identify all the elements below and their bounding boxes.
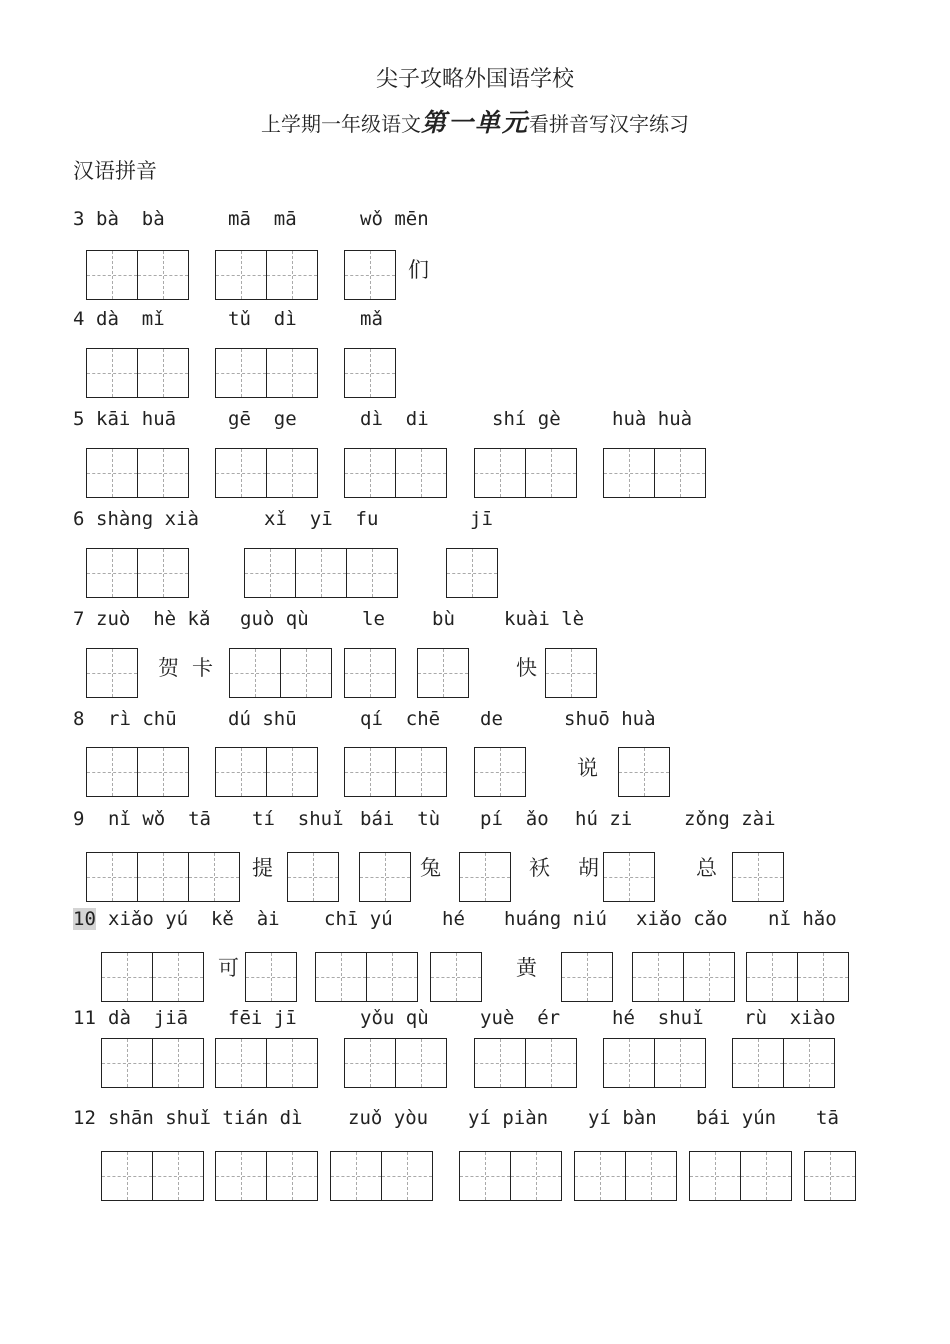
given-character: 卡 bbox=[192, 656, 213, 680]
tianzige-cell[interactable] bbox=[87, 349, 137, 397]
tianzige-cell[interactable] bbox=[230, 649, 280, 697]
tianzige-cell[interactable] bbox=[395, 449, 446, 497]
tianzige-cell[interactable] bbox=[619, 748, 669, 796]
tianzige-cell[interactable] bbox=[345, 349, 395, 397]
pinyin-word: hú zi bbox=[575, 808, 633, 830]
tianzige-cell[interactable] bbox=[152, 1039, 203, 1087]
question-number: 9 bbox=[73, 808, 85, 830]
writing-grid[interactable] bbox=[344, 250, 396, 300]
writing-grid[interactable] bbox=[215, 1151, 318, 1201]
given-character: 袄 bbox=[529, 856, 550, 880]
tianzige-cell[interactable] bbox=[525, 449, 576, 497]
pinyin-word: mǎ bbox=[360, 308, 383, 330]
tianzige-cell[interactable] bbox=[345, 251, 395, 299]
pinyin-line bbox=[73, 1007, 836, 1029]
tianzige-cell[interactable] bbox=[460, 1152, 510, 1200]
question-number: 3 bbox=[73, 208, 85, 230]
writing-grid[interactable] bbox=[344, 1038, 447, 1088]
tianzige-cell[interactable] bbox=[604, 449, 654, 497]
given-character: 黄 bbox=[516, 956, 537, 980]
question-number: 4 bbox=[73, 308, 85, 330]
writing-grid[interactable] bbox=[101, 1151, 204, 1201]
tianzige-cell[interactable] bbox=[331, 1152, 381, 1200]
pinyin-line bbox=[73, 608, 585, 630]
tianzige-cell[interactable] bbox=[525, 1039, 576, 1087]
tianzige-cell[interactable] bbox=[280, 649, 331, 697]
tianzige-cell[interactable] bbox=[418, 649, 468, 697]
writing-grid[interactable] bbox=[244, 548, 398, 598]
tianzige-cell[interactable] bbox=[633, 953, 683, 1001]
writing-grid[interactable] bbox=[459, 1151, 562, 1201]
tianzige-cell[interactable] bbox=[266, 349, 317, 397]
pinyin-word: huà huà bbox=[612, 408, 693, 430]
section-title: 汉语拼音 bbox=[73, 159, 157, 183]
tianzige-cell[interactable] bbox=[316, 953, 366, 1001]
writing-grid[interactable] bbox=[746, 952, 849, 1002]
writing-grid[interactable] bbox=[603, 1038, 706, 1088]
tianzige-cell[interactable] bbox=[87, 853, 137, 901]
pinyin-word: kuài lè bbox=[504, 608, 585, 630]
tianzige-cell[interactable] bbox=[266, 1152, 317, 1200]
given-character: 可 bbox=[218, 956, 239, 980]
pinyin-word: kāi huā bbox=[96, 408, 177, 430]
tianzige-cell[interactable] bbox=[346, 549, 397, 597]
writing-grid[interactable] bbox=[344, 448, 447, 498]
pinyin-word: jī bbox=[470, 508, 493, 530]
writing-grid[interactable] bbox=[474, 747, 526, 797]
pinyin-word: dì di bbox=[360, 408, 429, 430]
tianzige-cell[interactable] bbox=[475, 748, 525, 796]
tianzige-cell[interactable] bbox=[87, 649, 137, 697]
tianzige-cell[interactable] bbox=[216, 1152, 266, 1200]
tianzige-cell[interactable] bbox=[137, 349, 188, 397]
question-number: 7 bbox=[73, 608, 85, 630]
question-number: 8 bbox=[73, 708, 85, 730]
tianzige-cell[interactable] bbox=[654, 449, 705, 497]
writing-grid[interactable] bbox=[215, 348, 318, 398]
writing-grid[interactable] bbox=[86, 250, 189, 300]
pinyin-word: nǐ wǒ tā bbox=[108, 808, 211, 830]
writing-grid[interactable] bbox=[344, 348, 396, 398]
pinyin-line bbox=[73, 408, 693, 430]
writing-grid[interactable] bbox=[430, 952, 482, 1002]
writing-grid[interactable] bbox=[315, 952, 418, 1002]
tianzige-cell[interactable] bbox=[137, 549, 188, 597]
tianzige-cell[interactable] bbox=[783, 1039, 834, 1087]
writing-grid[interactable] bbox=[574, 1151, 677, 1201]
writing-grid[interactable] bbox=[359, 852, 411, 902]
writing-grid[interactable] bbox=[732, 852, 784, 902]
pinyin-word: dà jiā bbox=[108, 1007, 189, 1029]
tianzige-cell[interactable] bbox=[137, 853, 188, 901]
tianzige-cell[interactable] bbox=[733, 853, 783, 901]
given-character: 快 bbox=[516, 656, 537, 680]
tianzige-cell[interactable] bbox=[460, 853, 510, 901]
tianzige-cell[interactable] bbox=[137, 449, 188, 497]
pinyin-line bbox=[73, 308, 383, 330]
pinyin-word: yí bàn bbox=[588, 1107, 657, 1129]
writing-grid[interactable] bbox=[215, 747, 318, 797]
subtitle-suffix: 看拼音写汉字练习 bbox=[529, 112, 689, 136]
tianzige-cell[interactable] bbox=[216, 748, 266, 796]
tianzige-cell[interactable] bbox=[137, 748, 188, 796]
writing-grid[interactable] bbox=[446, 548, 498, 598]
tianzige-cell[interactable] bbox=[510, 1152, 561, 1200]
tianzige-cell[interactable] bbox=[345, 748, 395, 796]
writing-grid[interactable] bbox=[101, 1038, 204, 1088]
pinyin-word: xiǎo cǎo bbox=[636, 908, 728, 930]
tianzige-cell[interactable] bbox=[475, 449, 525, 497]
pinyin-word: bù bbox=[432, 608, 455, 630]
writing-grid[interactable] bbox=[618, 747, 670, 797]
tianzige-cell[interactable] bbox=[345, 449, 395, 497]
tianzige-cell[interactable] bbox=[152, 1152, 203, 1200]
tianzige-cell[interactable] bbox=[266, 449, 317, 497]
pinyin-word: qí chē bbox=[360, 708, 441, 730]
writing-grid[interactable] bbox=[86, 448, 189, 498]
writing-grid[interactable] bbox=[86, 548, 189, 598]
tianzige-cell[interactable] bbox=[381, 1152, 432, 1200]
pinyin-line bbox=[73, 908, 837, 930]
tianzige-cell[interactable] bbox=[733, 1039, 783, 1087]
pinyin-word: hé bbox=[442, 908, 465, 930]
tianzige-cell[interactable] bbox=[216, 449, 266, 497]
writing-grid[interactable] bbox=[545, 648, 597, 698]
writing-grid[interactable] bbox=[86, 348, 189, 398]
tianzige-cell[interactable] bbox=[366, 953, 417, 1001]
writing-grid[interactable] bbox=[86, 852, 240, 902]
tianzige-cell[interactable] bbox=[360, 853, 410, 901]
tianzige-cell[interactable] bbox=[683, 953, 734, 1001]
tianzige-cell[interactable] bbox=[654, 1039, 705, 1087]
given-character: 胡 bbox=[578, 856, 599, 880]
writing-grid[interactable] bbox=[474, 1038, 577, 1088]
tianzige-cell[interactable] bbox=[295, 549, 346, 597]
pinyin-word: bái yún bbox=[696, 1107, 777, 1129]
question-number: 6 bbox=[73, 508, 85, 530]
writing-grid[interactable] bbox=[215, 250, 318, 300]
tianzige-cell[interactable] bbox=[246, 953, 296, 1001]
pinyin-word: rì chū bbox=[108, 708, 177, 730]
pinyin-word: nǐ hǎo bbox=[768, 908, 837, 930]
tianzige-cell[interactable] bbox=[690, 1152, 740, 1200]
tianzige-cell[interactable] bbox=[137, 251, 188, 299]
tianzige-cell[interactable] bbox=[102, 1039, 152, 1087]
tianzige-cell[interactable] bbox=[805, 1152, 855, 1200]
question-number: 5 bbox=[73, 408, 85, 430]
pinyin-word: zuò hè kǎ bbox=[96, 608, 211, 630]
pinyin-word: dú shū bbox=[228, 708, 297, 730]
tianzige-cell[interactable] bbox=[447, 549, 497, 597]
tianzige-cell[interactable] bbox=[152, 953, 203, 1001]
question-number: 12 bbox=[73, 1107, 96, 1129]
writing-grid[interactable] bbox=[474, 448, 577, 498]
writing-grid[interactable] bbox=[689, 1151, 792, 1201]
tianzige-cell[interactable] bbox=[87, 449, 137, 497]
tianzige-cell[interactable] bbox=[740, 1152, 791, 1200]
tianzige-cell[interactable] bbox=[87, 251, 137, 299]
given-character: 说 bbox=[577, 756, 598, 780]
pinyin-word: yǒu qù bbox=[360, 1007, 429, 1029]
writing-grid[interactable] bbox=[417, 648, 469, 698]
writing-grid[interactable] bbox=[632, 952, 735, 1002]
tianzige-cell[interactable] bbox=[216, 1039, 266, 1087]
page-subtitle bbox=[0, 103, 950, 139]
pinyin-word: xǐ yī fu bbox=[264, 508, 379, 530]
tianzige-cell[interactable] bbox=[216, 349, 266, 397]
pinyin-word: pí ǎo bbox=[480, 808, 549, 830]
pinyin-word: shuō huà bbox=[564, 708, 656, 730]
pinyin-word: shān shuǐ tián dì bbox=[108, 1107, 303, 1129]
tianzige-cell[interactable] bbox=[188, 853, 239, 901]
pinyin-word: zǒng zài bbox=[684, 808, 776, 830]
pinyin-word: dà mǐ bbox=[96, 308, 165, 330]
writing-grid[interactable] bbox=[215, 1038, 318, 1088]
pinyin-word: shàng xià bbox=[96, 508, 199, 530]
pinyin-word: tí shuǐ bbox=[252, 808, 344, 830]
tianzige-cell[interactable] bbox=[102, 953, 152, 1001]
given-character: 兔 bbox=[420, 856, 441, 880]
tianzige-cell[interactable] bbox=[245, 549, 295, 597]
pinyin-word: hé shuǐ bbox=[612, 1007, 704, 1029]
writing-grid[interactable] bbox=[229, 648, 332, 698]
pinyin-word: xiǎo yú kě ài bbox=[108, 908, 280, 930]
pinyin-word: huáng niú bbox=[504, 908, 607, 930]
tianzige-cell[interactable] bbox=[546, 649, 596, 697]
pinyin-word: tā bbox=[816, 1107, 839, 1129]
tianzige-cell[interactable] bbox=[431, 953, 481, 1001]
tianzige-cell[interactable] bbox=[747, 953, 797, 1001]
tianzige-cell[interactable] bbox=[562, 953, 612, 1001]
writing-grid[interactable] bbox=[459, 852, 511, 902]
tianzige-cell[interactable] bbox=[604, 853, 654, 901]
tianzige-cell[interactable] bbox=[102, 1152, 152, 1200]
tianzige-cell[interactable] bbox=[216, 251, 266, 299]
tianzige-cell[interactable] bbox=[395, 748, 446, 796]
pinyin-word: yí piàn bbox=[468, 1107, 549, 1129]
pinyin-line bbox=[73, 708, 656, 730]
tianzige-cell[interactable] bbox=[475, 1039, 525, 1087]
tianzige-cell[interactable] bbox=[625, 1152, 676, 1200]
writing-grid[interactable] bbox=[101, 952, 204, 1002]
pinyin-line bbox=[73, 508, 493, 530]
question-number: 10 bbox=[73, 908, 96, 930]
tianzige-cell[interactable] bbox=[345, 1039, 395, 1087]
tianzige-cell[interactable] bbox=[604, 1039, 654, 1087]
writing-grid[interactable] bbox=[86, 747, 189, 797]
pinyin-word: bái tù bbox=[360, 808, 441, 830]
pinyin-line bbox=[73, 1107, 839, 1129]
pinyin-word: bà bà bbox=[96, 208, 165, 230]
pinyin-word: guò qù bbox=[240, 608, 309, 630]
given-character: 总 bbox=[696, 856, 717, 880]
given-character: 贺 bbox=[158, 656, 179, 680]
tianzige-cell[interactable] bbox=[87, 748, 137, 796]
tianzige-cell[interactable] bbox=[288, 853, 338, 901]
given-character: 们 bbox=[408, 258, 429, 282]
pinyin-word: rù xiào bbox=[744, 1007, 836, 1029]
writing-grid[interactable] bbox=[603, 852, 655, 902]
writing-grid[interactable] bbox=[245, 952, 297, 1002]
pinyin-word: zuǒ yòu bbox=[348, 1107, 429, 1129]
pinyin-word: shí gè bbox=[492, 408, 561, 430]
tianzige-cell[interactable] bbox=[266, 1039, 317, 1087]
pinyin-word: gē ge bbox=[228, 408, 297, 430]
pinyin-word: fēi jī bbox=[228, 1007, 297, 1029]
writing-grid[interactable] bbox=[344, 648, 396, 698]
writing-grid[interactable] bbox=[86, 648, 138, 698]
writing-grid[interactable] bbox=[287, 852, 339, 902]
pinyin-word: wǒ mēn bbox=[360, 208, 429, 230]
page-title: 尖子攻略外国语学校 bbox=[375, 67, 574, 92]
tianzige-cell[interactable] bbox=[395, 1039, 446, 1087]
subtitle-prefix: 上学期一年级语文 bbox=[260, 112, 421, 136]
writing-grid[interactable] bbox=[732, 1038, 835, 1088]
pinyin-word: le bbox=[362, 608, 385, 630]
writing-grid[interactable] bbox=[330, 1151, 433, 1201]
writing-grid[interactable] bbox=[344, 747, 447, 797]
pinyin-word: chī yú bbox=[324, 908, 393, 930]
writing-grid[interactable] bbox=[561, 952, 613, 1002]
pinyin-line bbox=[73, 208, 429, 230]
writing-grid[interactable] bbox=[603, 448, 706, 498]
pinyin-word: mā mā bbox=[228, 208, 297, 230]
pinyin-word: yuè ér bbox=[480, 1007, 561, 1029]
tianzige-cell[interactable] bbox=[266, 251, 317, 299]
writing-grid[interactable] bbox=[804, 1151, 856, 1201]
tianzige-cell[interactable] bbox=[87, 549, 137, 597]
tianzige-cell[interactable] bbox=[266, 748, 317, 796]
question-number: 11 bbox=[73, 1007, 96, 1029]
tianzige-cell[interactable] bbox=[797, 953, 848, 1001]
pinyin-line bbox=[73, 808, 776, 830]
subtitle-unit: 第一单元 bbox=[420, 108, 529, 137]
writing-grid[interactable] bbox=[215, 448, 318, 498]
pinyin-word: de bbox=[480, 708, 503, 730]
tianzige-cell[interactable] bbox=[345, 649, 395, 697]
given-character: 提 bbox=[252, 856, 273, 880]
tianzige-cell[interactable] bbox=[575, 1152, 625, 1200]
pinyin-word: tǔ dì bbox=[228, 308, 297, 330]
